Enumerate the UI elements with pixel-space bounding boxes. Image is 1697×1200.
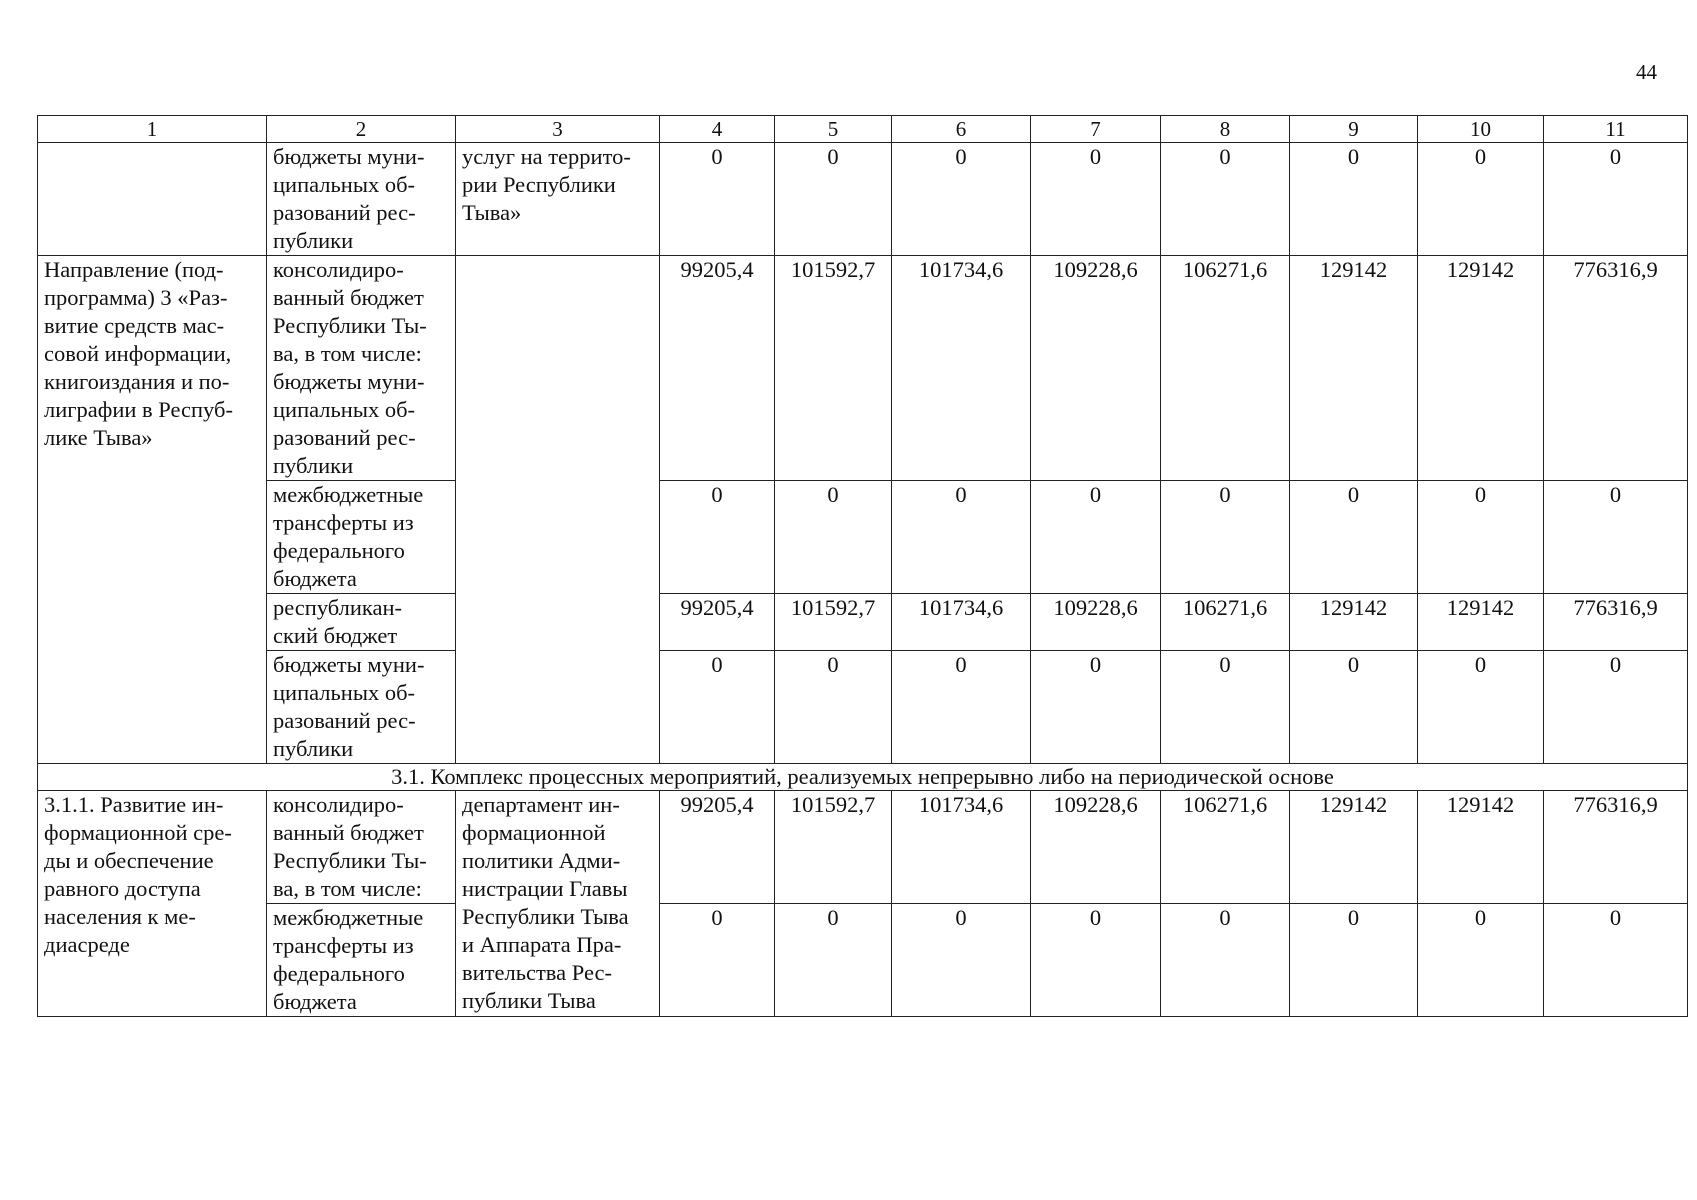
value-cell: 0 <box>660 481 775 594</box>
column-number: 8 <box>1161 116 1290 143</box>
value-cell: 0 <box>1290 143 1418 256</box>
value-cell: 109228,6 <box>1031 594 1161 651</box>
value-cell: 0 <box>660 904 775 1017</box>
funding-source-cell: межбюджетные трансферты из федерального бюджета <box>267 481 456 594</box>
executor-cell: услуг на террито- рии Республики Тыва» <box>456 143 660 256</box>
direction-name-cell: Направление (под- программа) 3 «Раз- витие средств мас- совой информации, книгоиздания и по- лиграфии в Респуб- лике Тыва» <box>38 256 267 764</box>
value-cell: 99205,4 <box>660 594 775 651</box>
value-cell: 0 <box>1418 904 1544 1017</box>
funding-source-cell: межбюджетные трансферты из федерального бюджета <box>267 904 456 1017</box>
executor-cell: департамент ин- формационной политики Адми- нистрации Главы Республики Тыва и Аппарата Пра- вительства Рес- публики Тыва <box>456 791 660 1017</box>
value-cell: 0 <box>1161 481 1290 594</box>
value-cell: 129142 <box>1290 256 1418 481</box>
value-cell: 0 <box>775 651 892 764</box>
funding-source-cell: бюджеты муни- ципальных об- разований рес- публики <box>267 143 456 256</box>
value-cell: 0 <box>1544 904 1688 1017</box>
column-number: 3 <box>456 116 660 143</box>
table-row <box>38 904 1688 1017</box>
value-cell: 776316,9 <box>1544 256 1688 481</box>
value-cell: 776316,9 <box>1544 791 1688 904</box>
value-cell: 0 <box>1161 651 1290 764</box>
table-row <box>38 481 1688 594</box>
column-number: 2 <box>267 116 456 143</box>
table-row <box>38 143 1688 256</box>
value-cell: 129142 <box>1290 791 1418 904</box>
section-row <box>38 764 1688 791</box>
column-number: 9 <box>1290 116 1418 143</box>
column-number: 6 <box>892 116 1031 143</box>
column-number: 10 <box>1418 116 1544 143</box>
value-cell: 129142 <box>1418 256 1544 481</box>
value-cell: 101734,6 <box>892 256 1031 481</box>
column-number: 5 <box>775 116 892 143</box>
value-cell: 0 <box>1161 904 1290 1017</box>
value-cell: 0 <box>1290 904 1418 1017</box>
funding-source-cell: консолидиро- ванный бюджет Республики Ты- ва, в том числе: бюджеты муни- ципальных об- разований рес- публики <box>267 256 456 481</box>
table-row <box>38 256 1688 481</box>
value-cell: 106271,6 <box>1161 256 1290 481</box>
value-cell: 129142 <box>1418 791 1544 904</box>
page-number: 44 <box>1636 60 1657 84</box>
column-number: 11 <box>1544 116 1688 143</box>
value-cell: 106271,6 <box>1161 594 1290 651</box>
column-number-row <box>38 116 1688 143</box>
value-cell: 0 <box>892 143 1031 256</box>
value-cell: 129142 <box>1290 594 1418 651</box>
budget-table <box>37 115 1688 1017</box>
measure-name-cell: 3.1.1. Развитие ин- формационной сре- ды и обеспечение равного доступа населения к ме- диасреде <box>38 791 267 1017</box>
value-cell: 0 <box>1544 651 1688 764</box>
column-number: 1 <box>38 116 267 143</box>
value-cell: 0 <box>892 481 1031 594</box>
value-cell: 101734,6 <box>892 791 1031 904</box>
value-cell: 0 <box>892 651 1031 764</box>
value-cell: 101592,7 <box>775 594 892 651</box>
table-row <box>38 651 1688 764</box>
value-cell: 0 <box>775 904 892 1017</box>
value-cell: 0 <box>1544 143 1688 256</box>
value-cell: 99205,4 <box>660 791 775 904</box>
value-cell: 109228,6 <box>1031 791 1161 904</box>
value-cell: 129142 <box>1418 594 1544 651</box>
value-cell: 776316,9 <box>1544 594 1688 651</box>
value-cell: 0 <box>1290 651 1418 764</box>
value-cell: 0 <box>660 651 775 764</box>
value-cell: 0 <box>775 481 892 594</box>
value-cell: 0 <box>1418 481 1544 594</box>
table-row <box>38 594 1688 651</box>
section-title: 3.1. Комплекс процессных мероприятий, реализуемых непрерывно либо на периодической основе <box>38 764 1688 791</box>
value-cell: 0 <box>1290 481 1418 594</box>
value-cell: 101592,7 <box>775 791 892 904</box>
value-cell: 99205,4 <box>660 256 775 481</box>
funding-source-cell: консолидиро- ванный бюджет Республики Ты- ва, в том числе: <box>267 791 456 904</box>
value-cell: 0 <box>1418 143 1544 256</box>
value-cell: 0 <box>1418 651 1544 764</box>
value-cell: 0 <box>1031 651 1161 764</box>
funding-source-cell: республикан- ский бюджет <box>267 594 456 651</box>
executor-cell <box>456 256 660 764</box>
value-cell: 0 <box>1161 143 1290 256</box>
value-cell: 0 <box>1544 481 1688 594</box>
funding-source-cell: бюджеты муни- ципальных об- разований рес- публики <box>267 651 456 764</box>
value-cell: 0 <box>1031 143 1161 256</box>
column-number: 7 <box>1031 116 1161 143</box>
value-cell: 101734,6 <box>892 594 1031 651</box>
value-cell: 0 <box>1031 904 1161 1017</box>
value-cell: 0 <box>1031 481 1161 594</box>
value-cell: 106271,6 <box>1161 791 1290 904</box>
value-cell: 109228,6 <box>1031 256 1161 481</box>
name-cell <box>38 143 267 256</box>
value-cell: 0 <box>892 904 1031 1017</box>
value-cell: 0 <box>775 143 892 256</box>
column-number: 4 <box>660 116 775 143</box>
value-cell: 0 <box>660 143 775 256</box>
value-cell: 101592,7 <box>775 256 892 481</box>
table-row <box>38 791 1688 904</box>
